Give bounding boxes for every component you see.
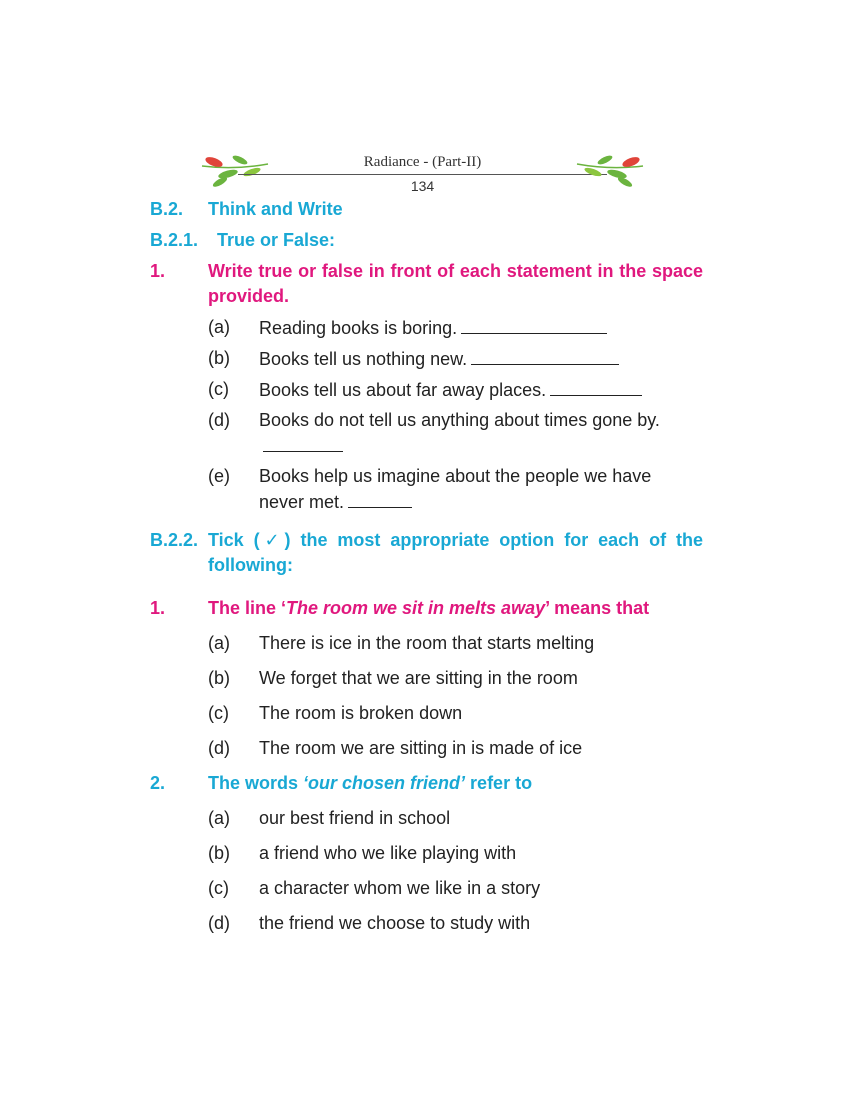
option-label: (b)	[208, 668, 230, 688]
option-label: (a)	[208, 317, 230, 337]
answer-blank[interactable]	[550, 377, 642, 396]
option-text: a friend who we like playing with	[259, 843, 517, 863]
option-label: (d)	[208, 738, 230, 758]
option-text: a character whom we like in a story	[259, 878, 541, 898]
option-text: We forget that we are sitting in the room	[259, 668, 578, 688]
quoted-phrase: ‘our chosen friend’	[303, 773, 466, 793]
question-number: 2.	[150, 773, 166, 793]
option-label: (b)	[208, 348, 230, 368]
section-title: Tick (✓) the most appropriate option for each of the following:	[208, 530, 703, 575]
option-text: The room we are sitting in is made of ice	[259, 738, 583, 758]
option-label: (c)	[208, 703, 229, 723]
question-suffix: ’ means that	[545, 598, 650, 618]
leaf-ornament-right-icon	[575, 152, 645, 192]
answer-blank[interactable]	[348, 489, 412, 508]
question-suffix: refer to	[465, 773, 533, 793]
statement-text: Books tell us nothing new.	[259, 349, 468, 369]
option-text: the friend we choose to study with	[259, 913, 531, 933]
section-number: B.2.	[150, 199, 184, 219]
question-text	[208, 596, 703, 621]
option-label: (c)	[208, 878, 229, 898]
statement-text: Books do not tell us anything about times gone by.	[259, 410, 660, 430]
statement-text: Reading books is boring.	[259, 318, 458, 338]
answer-blank[interactable]	[263, 433, 343, 452]
statement-text: Books help us imagine about the people we have never met.	[259, 466, 652, 512]
option-label: (c)	[208, 379, 229, 399]
answer-blank[interactable]	[461, 315, 607, 334]
option-label: (d)	[208, 913, 230, 933]
quoted-line: The room we sit in melts away	[286, 598, 546, 618]
option-text: The room is broken down	[259, 703, 463, 723]
answer-blank[interactable]	[471, 346, 619, 365]
page-header	[200, 150, 645, 200]
question-text: Write true or false in front of each statement in the space provided.	[208, 261, 703, 306]
question-prefix: The words	[208, 773, 304, 793]
section-number: B.2.1.	[150, 230, 199, 250]
header-divider	[238, 174, 607, 175]
section-title: Think and Write	[208, 199, 343, 219]
book-title: Radiance - (Part-II)	[363, 154, 482, 170]
section-number: B.2.2.	[150, 530, 199, 550]
question-number: 1.	[150, 261, 166, 281]
option-label: (a)	[208, 808, 230, 828]
question-text	[208, 771, 703, 796]
option-label: (a)	[208, 633, 230, 653]
option-text: There is ice in the room that starts melting	[259, 633, 595, 653]
option-text: our best friend in school	[259, 808, 451, 828]
statement-text: Books tell us about far away places.	[259, 380, 547, 400]
question-number: 1.	[150, 598, 166, 618]
option-label: (d)	[208, 410, 230, 430]
page-number: 134	[410, 178, 435, 194]
option-label: (b)	[208, 843, 230, 863]
question-prefix: The line ‘	[208, 598, 287, 618]
option-label: (e)	[208, 466, 230, 486]
section-title: True or False:	[217, 230, 336, 250]
